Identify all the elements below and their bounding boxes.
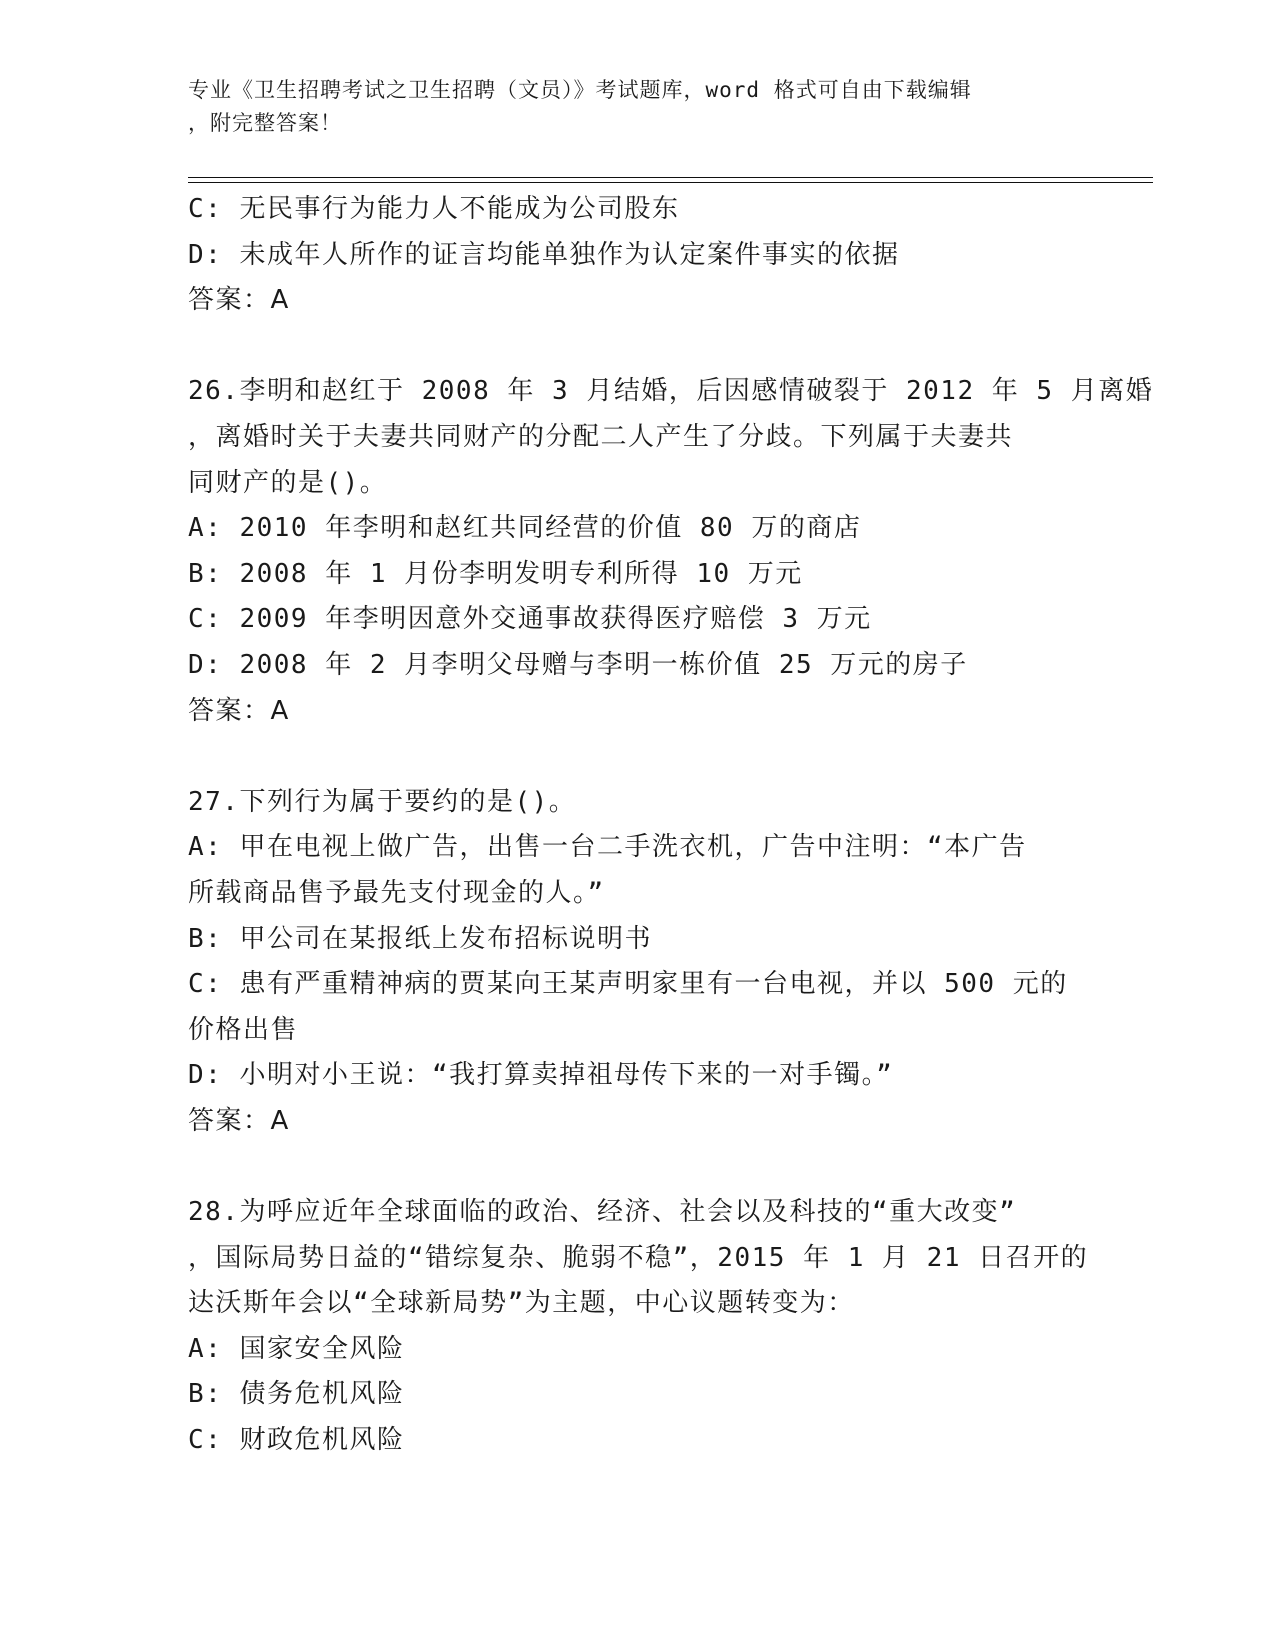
answer-line: 答案：A xyxy=(188,285,290,316)
header-line-1: 专业《卫生招聘考试之卫生招聘（文员）》考试题库，word 格式可自由下载编辑 xyxy=(188,78,972,102)
header-divider-top xyxy=(188,177,1153,178)
option-c-continued: 价格出售 xyxy=(188,1014,299,1045)
question-28 xyxy=(188,1190,1168,1464)
option-c: C: 无民事行为能力人不能成为公司股东 xyxy=(188,194,680,224)
header-line-2: ，附完整答案！ xyxy=(188,111,342,135)
question-stem-line: 26.李明和赵红于 2008 年 3 月结婚，后因感情破裂于 2012 年 5 月离婚 xyxy=(188,376,1154,407)
option-c: C: 财政危机风险 xyxy=(188,1425,405,1456)
question-26 xyxy=(188,369,1168,734)
previous-question-tail xyxy=(188,187,1168,324)
question-stem-line: ，国际局势日益的“错综复杂、脆弱不稳”，2015 年 1 月 21 日召开的 xyxy=(188,1242,1089,1273)
spacer xyxy=(188,734,1168,780)
option-a: A: 甲在电视上做广告，出售一台二手洗衣机，广告中注明：“本广告 xyxy=(188,832,1027,863)
option-c: C: 2009 年李明因意外交通事故获得医疗赔偿 3 万元 xyxy=(188,604,872,635)
option-d: D: 未成年人所作的证言均能单独作为认定案件事实的依据 xyxy=(188,239,900,270)
option-a: A: 2010 年李明和赵红共同经营的价值 80 万的商店 xyxy=(188,513,862,544)
question-stem-line: 27.下列行为属于要约的是()。 xyxy=(188,786,577,817)
option-a: A: 国家安全风险 xyxy=(188,1333,405,1364)
option-b: B: 债务危机风险 xyxy=(188,1379,405,1410)
question-stem-line: ，离婚时关于夫妻共同财产的分配二人产生了分歧。下列属于夫妻共 xyxy=(188,421,1014,452)
question-27 xyxy=(188,780,1168,1145)
answer-line: 答案：A xyxy=(188,695,290,726)
spacer xyxy=(188,1144,1168,1190)
question-stem-line: 同财产的是()。 xyxy=(188,467,388,498)
option-d: D: 小明对小王说：“我打算卖掉祖母传下来的一对手镯。” xyxy=(188,1060,894,1091)
option-b: B: 2008 年 1 月份李明发明专利所得 10 万元 xyxy=(188,558,803,589)
header-divider-bottom xyxy=(188,182,1153,183)
answer-line: 答案：A xyxy=(188,1105,290,1136)
question-stem-line: 达沃斯年会以“全球新局势”为主题，中心议题转变为： xyxy=(188,1288,855,1319)
document-header xyxy=(188,74,1088,140)
question-stem-line: 28.为呼应近年全球面临的政治、经济、社会以及科技的“重大改变” xyxy=(188,1197,1017,1228)
option-c: C: 患有严重精神病的贾某向王某声明家里有一台电视，并以 500 元的 xyxy=(188,969,1068,1000)
option-b: B: 甲公司在某报纸上发布招标说明书 xyxy=(188,923,652,954)
question-content xyxy=(188,187,1168,1464)
option-d: D: 2008 年 2 月李明父母赠与李明一栋价值 25 万元的房子 xyxy=(188,649,968,680)
spacer xyxy=(188,324,1168,370)
option-a-continued: 所载商品售予最先支付现金的人。” xyxy=(188,877,605,908)
